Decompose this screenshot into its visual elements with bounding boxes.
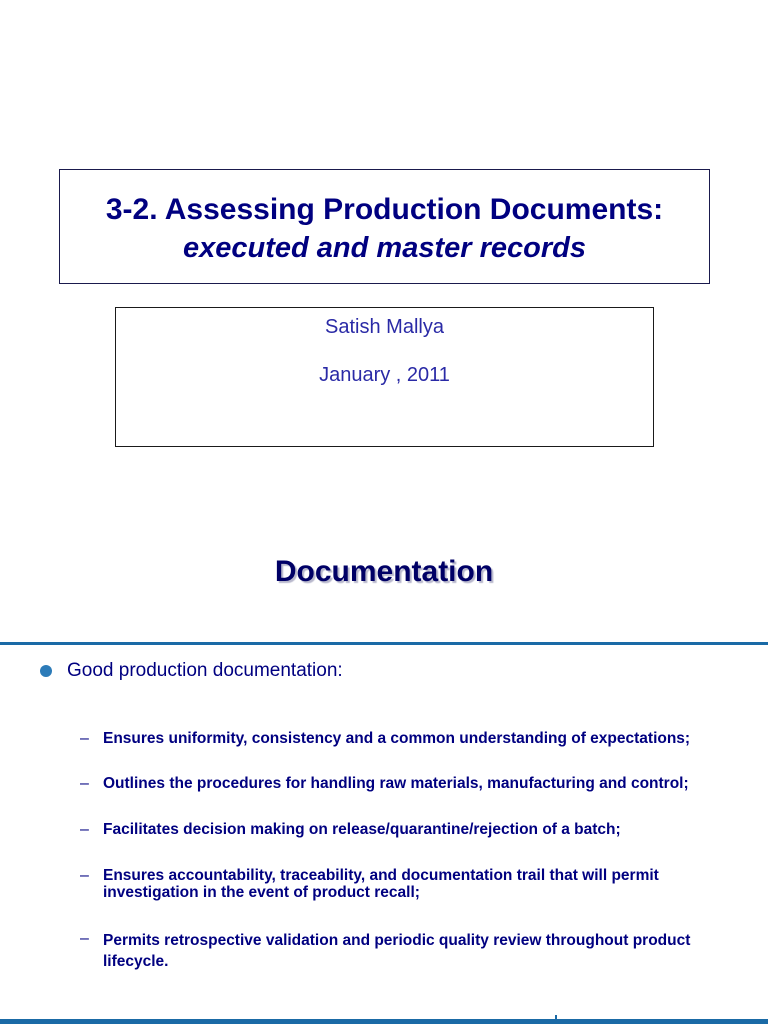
dash-bullet-icon: –: [80, 730, 89, 747]
divider-rule: [0, 642, 768, 645]
main-bullet: [40, 658, 740, 686]
dash-bullet-icon: –: [80, 867, 89, 884]
dash-bullet-icon: –: [80, 821, 89, 838]
author-box: [115, 307, 654, 447]
title-box: [59, 169, 710, 284]
footer-rule-mark: [555, 1015, 557, 1024]
author-name: Satish Mallya: [325, 316, 444, 338]
dash-bullet-icon: –: [80, 775, 89, 792]
footer-rule: [0, 1019, 768, 1024]
sub-bullet-text: Outlines the procedures for handling raw materials, manufacturing and control;: [103, 775, 689, 792]
presentation-date: January , 2011: [319, 364, 450, 386]
bullet-dot-icon: [40, 665, 52, 677]
sub-bullet-text: Ensures accountability, traceability, and documentation trail that will permit investigation in the event of product recall;: [103, 867, 659, 901]
sub-bullet-text: Ensures uniformity, consistency and a common understanding of expectations;: [103, 730, 691, 747]
dash-bullet-icon: –: [80, 930, 89, 947]
main-bullet-text: Good production documentation:: [67, 660, 343, 681]
content-slide: [0, 512, 768, 1024]
slide-subtitle: executed and master records: [183, 232, 586, 264]
section-heading: Documentation: [274, 555, 494, 588]
sub-bullet-text: Permits retrospective validation and periodic quality review throughout product lifecycle.: [103, 932, 691, 970]
sub-bullet-text: Facilitates decision making on release/quarantine/rejection of a batch;: [103, 821, 621, 838]
slide-title: 3-2. Assessing Production Documents:: [105, 193, 664, 226]
